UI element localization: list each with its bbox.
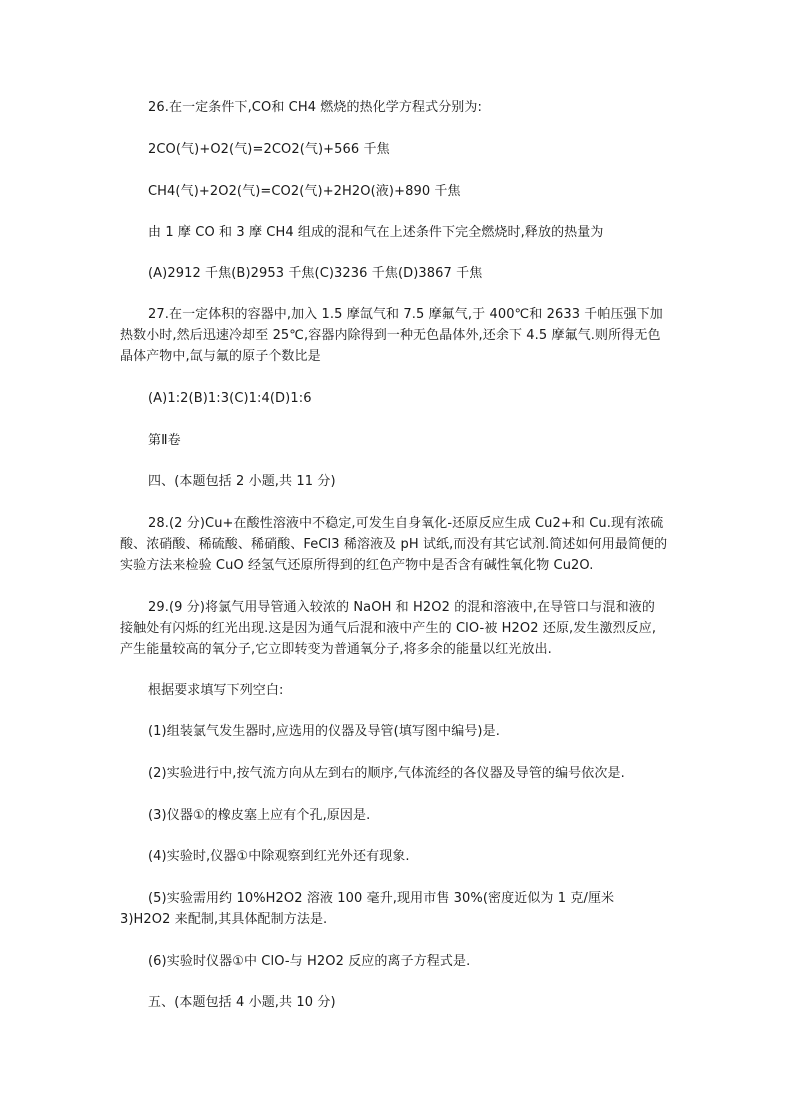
- question-29-intro: 29.(9 分)将氯气用导管通入较浓的 NaOH 和 H2O2 的混和溶液中,在导管口与混和液的接触处有闪烁的红光出现.这是因为通气后混和液中产生的 ClO-被 H2O2 还原,发生激烈反应,产生能量较高的氧分子,它立即转变为普通氧分子,将多余的能量以红光放出.: [120, 600, 657, 657]
- question-27-options: (A)1:2(B)1:3(C)1:4(D)1:6: [148, 391, 312, 406]
- question-29-part-1: (1)组装氯气发生器时,应选用的仪器及导管(填写图中编号)是.: [148, 724, 500, 739]
- question-26-condition: 由 1 摩 CO 和 3 摩 CH4 组成的混和气在上述条件下完全燃烧时,释放的热量为: [148, 225, 604, 240]
- question-26-stem: 26.在一定条件下,CO和 CH4 燃烧的热化学方程式分别为:: [148, 100, 482, 115]
- question-26-options: (A)2912 千焦(B)2953 千焦(C)3236 千焦(D)3867 千焦: [148, 266, 483, 281]
- question-29-part-5: (5)实验需用约 10%H2O2 溶液 100 毫升,现用市售 30%(密度近似为 1 克/厘米 3)H2O2 来配制,其具体配制方法是.: [120, 891, 615, 927]
- question-29-part-6: (6)实验时仪器①中 ClO-与 H2O2 反应的离子方程式是.: [148, 954, 471, 969]
- question-27-stem: 27.在一定体积的容器中,加入 1.5 摩氙气和 7.5 摩氟气,于 400℃和 2633 千帕压强下加热数小时,然后迅速冷却至 25℃,容器内除得到一种无色晶体外,还余下 4.5 摩氟气.则所得无色晶体产物中,氙与氟的原子个数比是: [120, 307, 663, 364]
- question-29-part-2: (2)实验进行中,按气流方向从左到右的顺序,气体流经的各仪器及导管的编号依次是.: [148, 766, 625, 781]
- instruction-fill-blanks: 根据要求填写下列空白:: [148, 683, 284, 698]
- question-28: 28.(2 分)Cu+在酸性溶液中不稳定,可发生自身氧化-还原反应生成 Cu2+和 Cu.现有浓硫酸、浓硝酸、稀硫酸、稀硝酸、FeCl3 稀溶液及 pH 试纸,而没有其它试剂.简述如何用最简便的实验方法来检验 CuO 经氢气还原所得到的红色产物中是否含有碱性氧化物 Cu2O.: [120, 516, 668, 573]
- question-29-part-3: (3)仪器①的橡皮塞上应有个孔,原因是.: [148, 808, 371, 823]
- section-volume-2-heading: 第Ⅱ卷: [148, 433, 181, 448]
- section-5-heading: 五、(本题包括 4 小题,共 10 分): [148, 995, 336, 1010]
- question-29-part-4: (4)实验时,仪器①中除观察到红光外还有现象.: [148, 849, 410, 864]
- equation-ch4: CH4(气)+2O2(气)=CO2(气)+2H2O(液)+890 千焦: [148, 184, 461, 199]
- section-4-heading: 四、(本题包括 2 小题,共 11 分): [148, 474, 336, 489]
- equation-co: 2CO(气)+O2(气)=2CO2(气)+566 千焦: [148, 142, 390, 157]
